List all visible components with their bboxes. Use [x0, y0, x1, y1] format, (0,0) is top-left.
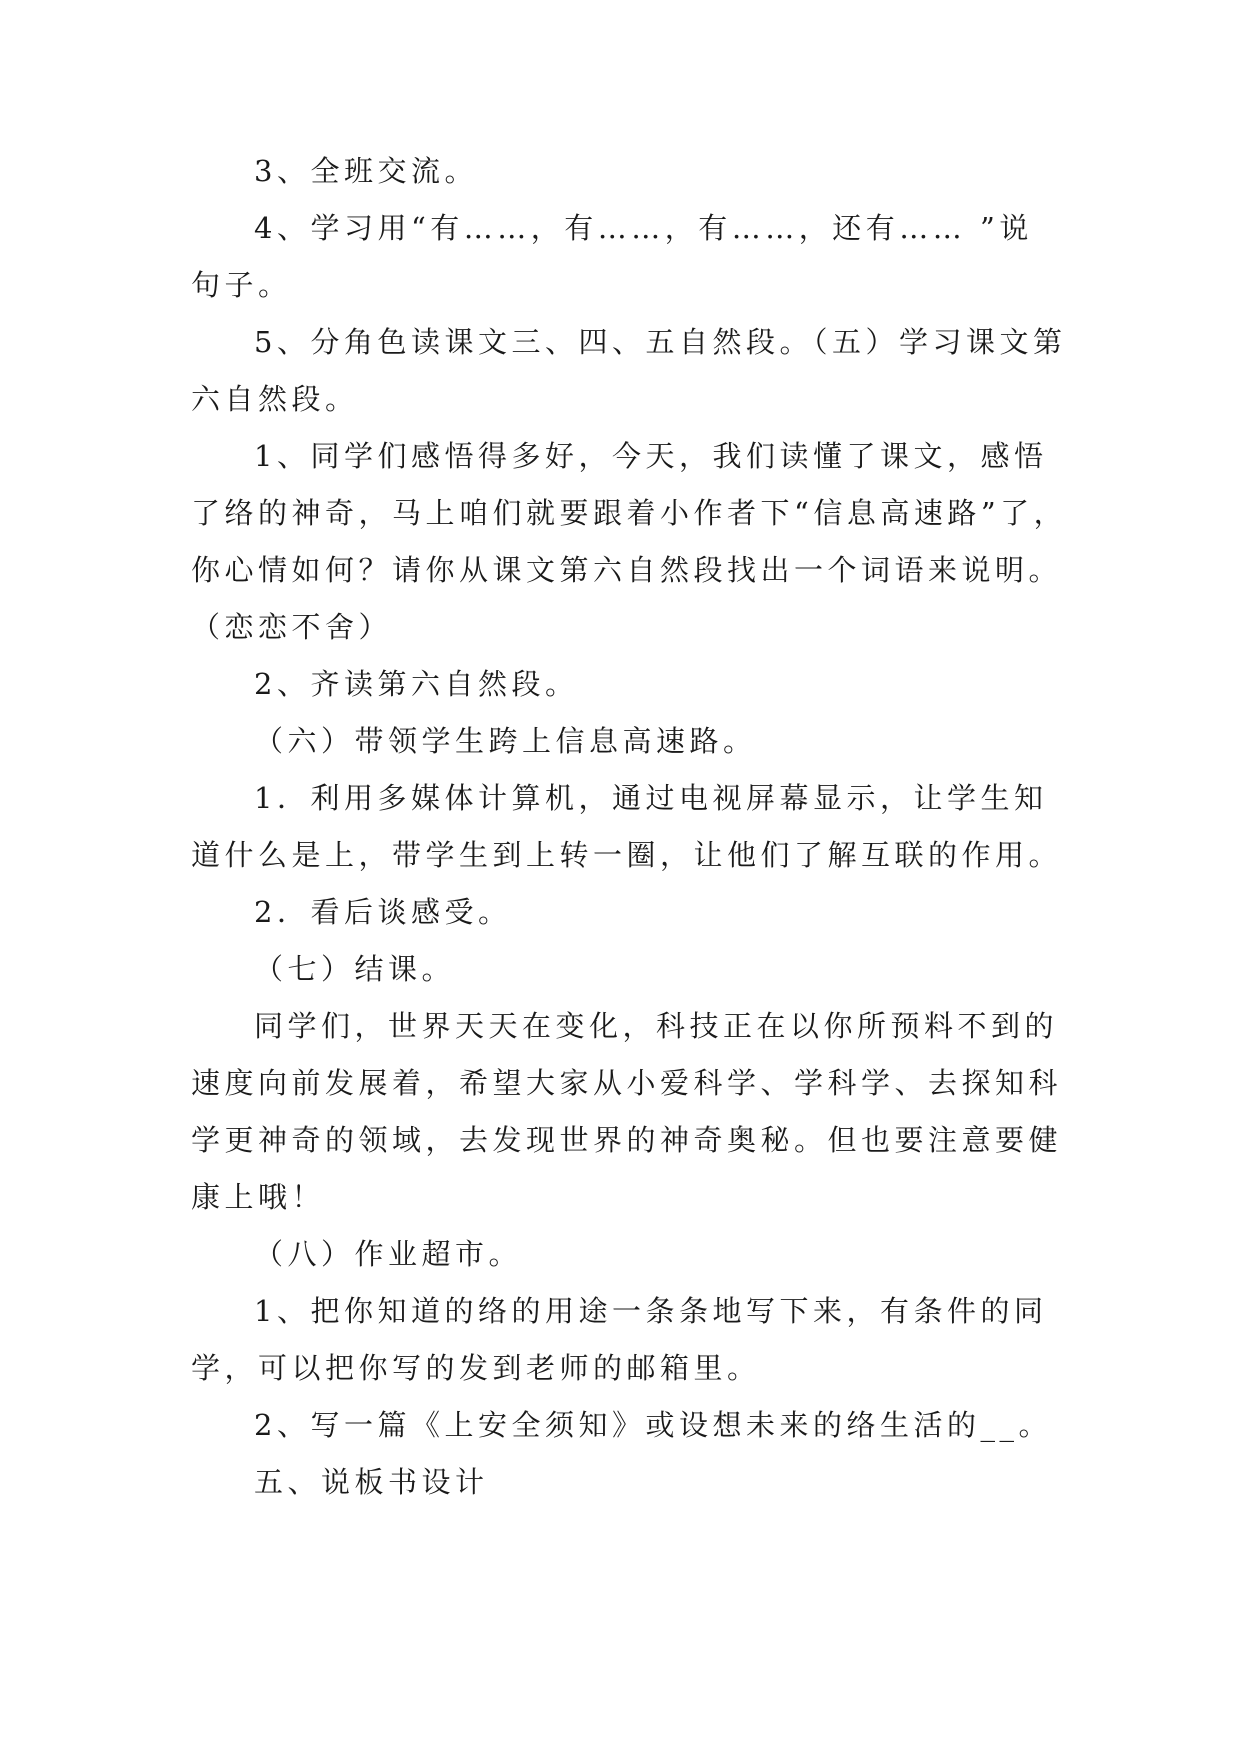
paragraph-line: 句子。 [191, 268, 292, 302]
paragraph-line: 道什么是上，带学生到上转一圈，让他们了解互联的作用。 [191, 838, 1063, 872]
paragraph-line: 1、把你知道的络的用途一条条地写下来，有条件的同 [254, 1294, 1048, 1328]
section-heading: 五、说板书设计 [254, 1465, 489, 1499]
paragraph-line: 了络的神奇，马上咱们就要跟着小作者下“信息高速路”了， [191, 496, 1068, 530]
paragraph-line: 1．利用多媒体计算机，通过电视屏幕显示，让学生知 [254, 781, 1048, 815]
paragraph-line: 学，可以把你写的发到老师的邮箱里。 [191, 1351, 761, 1385]
paragraph-line: 2．看后谈感受。 [254, 895, 512, 929]
paragraph-line: 你心情如何？请你从课文第六自然段找出一个词语来说明。 [191, 553, 1063, 587]
section-heading: （六）带领学生跨上信息高速路。 [254, 724, 757, 758]
section-heading: （八）作业超市。 [254, 1237, 523, 1271]
paragraph-line: 同学们，世界天天在变化，科技正在以你所预料不到的 [254, 1009, 1059, 1043]
paragraph-line: 2、齐读第六自然段。 [254, 667, 579, 701]
paragraph-line: 5、分角色读课文三、四、五自然段。（五）学习课文第 [254, 325, 1067, 359]
paragraph-line: 康上哦！ [191, 1180, 326, 1214]
paragraph-line: 4、学习用“有……，有……，有……，还有…… ”说 [254, 211, 1033, 245]
paragraph-line: 1、同学们感悟得多好，今天，我们读懂了课文，感悟 [254, 439, 1048, 473]
paragraph-line: 学更神奇的领域，去发现世界的神奇奥秘。但也要注意要健 [191, 1123, 1063, 1157]
section-heading: （七）结课。 [254, 952, 456, 986]
paragraph-line: 速度向前发展着，希望大家从小爱科学、学科学、去探知科 [191, 1066, 1063, 1100]
paragraph-line: （恋恋不舍） [191, 610, 393, 644]
paragraph-line: 六自然段。 [191, 382, 359, 416]
paragraph-line: 3、全班交流。 [254, 154, 478, 188]
paragraph-line: 2、写一篇《上安全须知》或设想未来的络生活的__。 [254, 1408, 1052, 1442]
